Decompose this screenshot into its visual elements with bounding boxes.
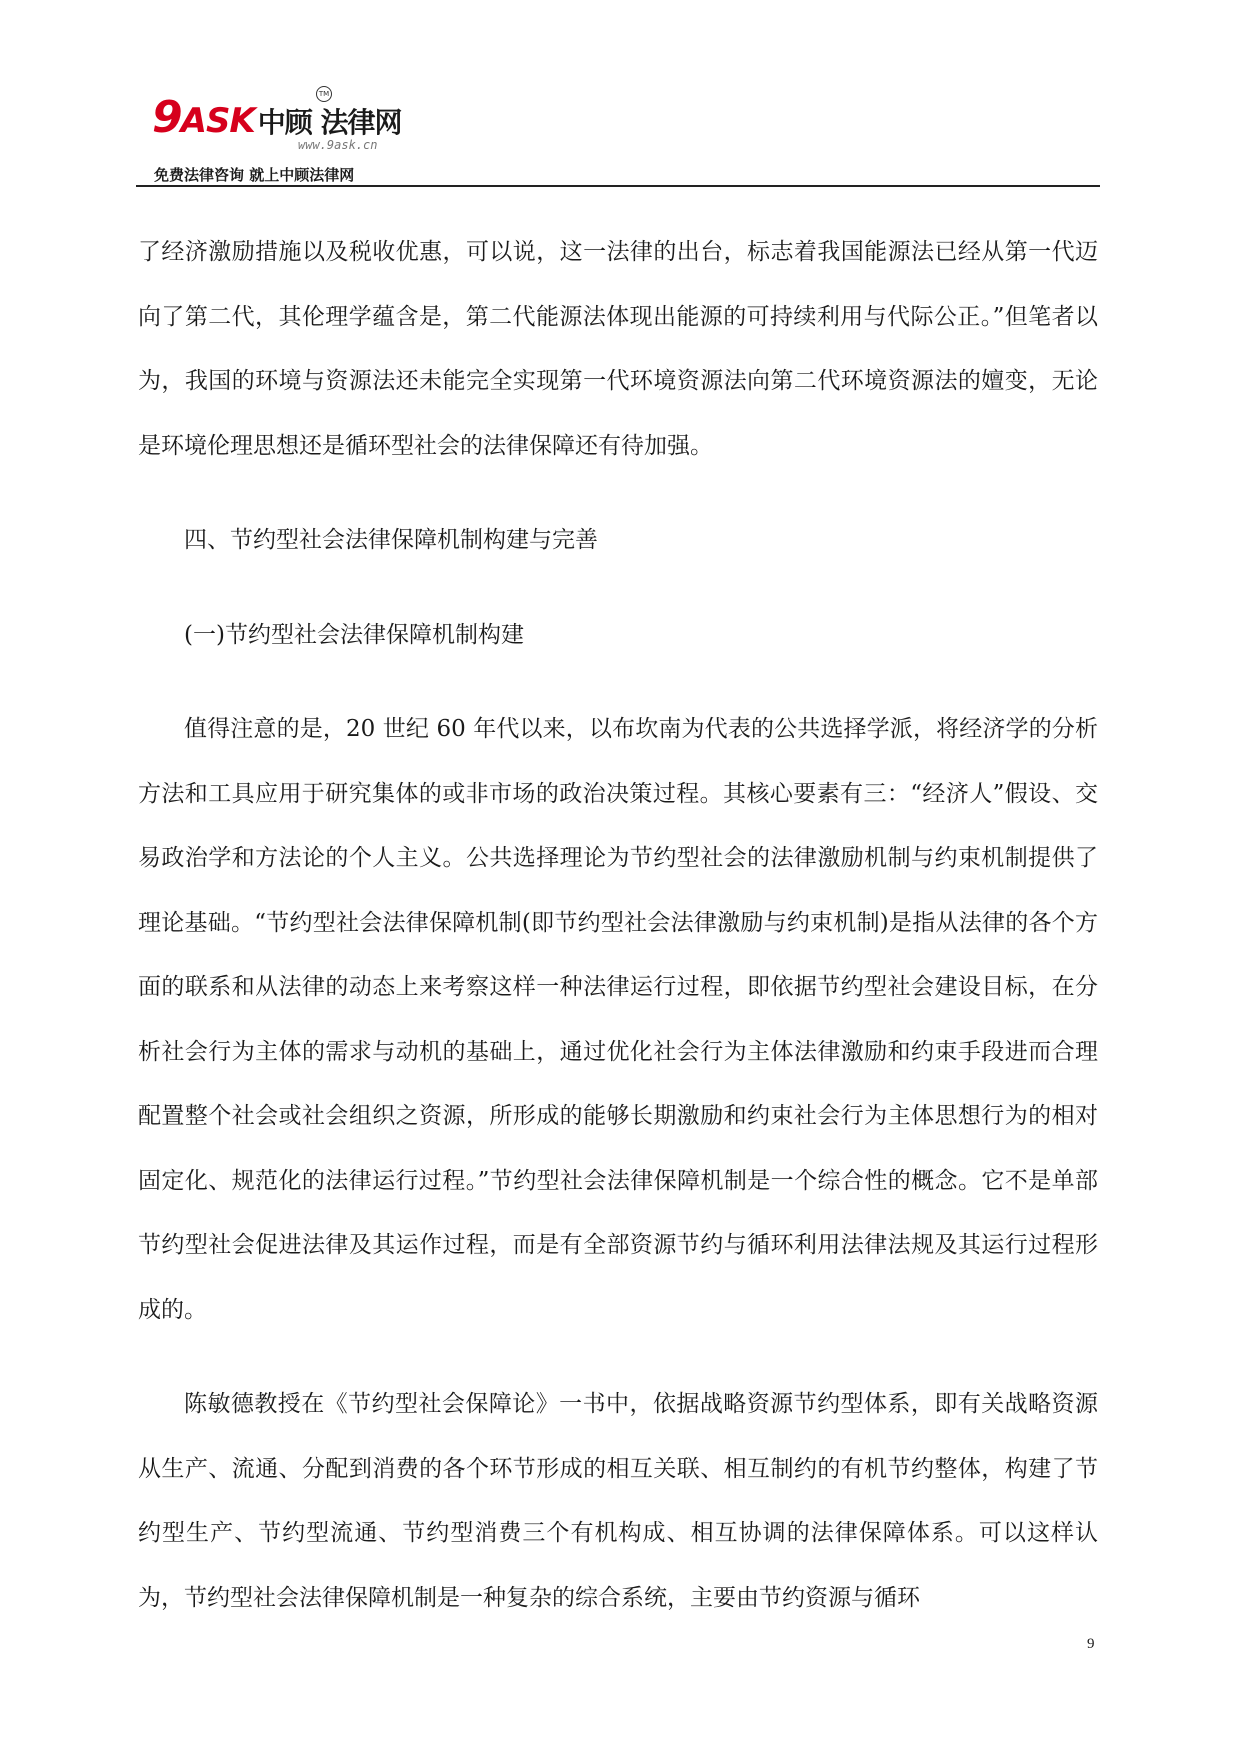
logo-ask: ASK bbox=[180, 101, 255, 141]
logo-tagline: 免费法律咨询 就上中顾法律网 bbox=[154, 166, 355, 184]
logo-chinese-name: 中顾 法律网 bbox=[257, 106, 402, 139]
document-body bbox=[138, 220, 1098, 1630]
logo-nine: 9 bbox=[152, 92, 181, 143]
logo-wordmark bbox=[152, 92, 402, 143]
paragraph: 值得注意的是，20 世纪 60 年代以来，以布坎南为代表的公共选择学派，将经济学的分析方法和工具应用于研究集体的或非市场的政治决策过程。其核心要素有三：“经济人”假设、交易政治学和方法论的个人主义。公共选择理论为节约型社会的法律激励机制与约束机制提供了理论基础。“节约型社会法律保障机制(即节约型社会法律激励与约束机制)是指从法律的各个方面的联系和从法律的动态上来考察这样一种法律运行过程，即依据节约型社会建设目标，在分析社会行为主体的需求与动机的基础上，通过优化社会行为主体法律激励和约束手段进而合理配置整个社会或社会组织之资源，所形成的能够长期激励和约束社会行为主体思想行为的相对固定化、规范化的法律运行过程。”节约型社会法律保障机制是一个综合性的概念。它不是单部节约型社会促进法律及其运作过程，而是有全部资源节约与循环利用法律法规及其运行过程形成的。 bbox=[138, 716, 1098, 1323]
page-number: 9 bbox=[1087, 1636, 1095, 1652]
page-header bbox=[136, 86, 1100, 186]
logo-url: www.9ask.cn bbox=[298, 138, 378, 152]
header-divider bbox=[136, 185, 1100, 187]
trademark-icon: TM bbox=[316, 86, 332, 102]
paragraph-continued: 了经济激励措施以及税收优惠，可以说，这一法律的出台，标志着我国能源法已经从第一代迈向了第二代，其伦理学蕴含是，第二代能源法体现出能源的可持续利用与代际公正。”但笔者以为，我国的环境与资源法还未能完全实现第一代环境资源法向第二代环境资源法的嬗变，无论是环境伦理思想还是循环型社会的法律保障还有待加强。 bbox=[138, 239, 1098, 459]
paragraph: 陈敏德教授在《节约型社会保障论》一书中，依据战略资源节约型体系，即有关战略资源从生产、流通、分配到消费的各个环节形成的相互关联、相互制约的有机节约整体，构建了节约型生产、节约型流通、节约型消费三个有机构成、相互协调的法律保障体系。可以这样认为，节约型社会法律保障机制是一种复杂的综合系统，主要由节约资源与循环 bbox=[138, 1391, 1098, 1611]
section-heading: 四、节约型社会法律保障机制构建与完善 bbox=[184, 527, 598, 553]
subsection-heading: (一)节约型社会法律保障机制构建 bbox=[184, 621, 524, 648]
site-logo bbox=[152, 90, 402, 184]
